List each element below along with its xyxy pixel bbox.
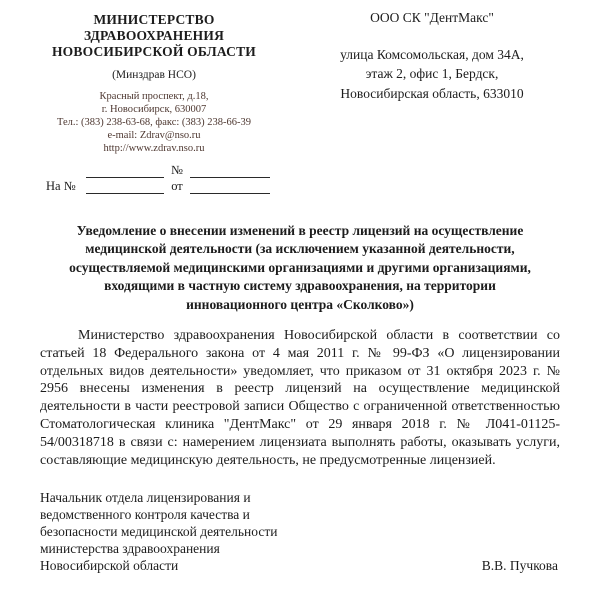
outgoing-date-blank — [86, 163, 164, 178]
recipient-address-line-3: Новосибирская область, 633010 — [340, 85, 524, 101]
sender-contact — [28, 90, 280, 155]
recipient-address — [292, 45, 572, 104]
incoming-number-blank — [86, 179, 164, 194]
sender-name — [28, 12, 280, 60]
recipient-address-line-1: улица Комсомольская, дом 34А, — [340, 46, 524, 62]
incoming-ref-row — [46, 178, 280, 194]
letter-body-paragraph: Министерство здравоохранения Новосибирской области в соответствии со статьей 18 Федерального закона от 4 мая 2011 г. № 99-ФЗ «О лицензировании отдельных видов деятельности» уведомляет, что приказом от 31 октября 2023 г. № 2956 внесены изменения в реестр лицензий на осуществление медицинской деятельности в части реестровой записи Общество с ограниченной ответственностью Стоматологическая клиника "ДентМакс" от 29 января 2018 г. № Л041-01125-54/00318718 в связи с: намерением лицензиата выполнять работы, оказывать услуги, составляющие медицинскую деятельность, не предусмотренные лицензией. — [40, 328, 560, 468]
sender-phone-fax: Тел.: (383) 238-63-68, факс: (383) 238-66-39 — [56, 117, 252, 128]
letter-title — [28, 222, 572, 314]
letter-title-line-5: инновационного центра «Сколково») — [186, 296, 414, 312]
signer-position-line-5: Новосибирской области — [40, 558, 179, 574]
outgoing-ref-spacer — [46, 163, 86, 178]
sender-street-address: Красный проспект, д.18, — [99, 91, 209, 102]
recipient-name: ООО СК "ДентМакс" — [370, 10, 494, 25]
sender-city-postcode: г. Новосибирск, 630007 — [101, 104, 207, 115]
sender-name-line-3: НОВОСИБИРСКОЙ ОБЛАСТИ — [51, 44, 257, 59]
recipient-block — [292, 8, 572, 103]
signature-block — [40, 489, 558, 574]
sender-name-line-1: МИНИСТЕРСТВО — [93, 12, 215, 27]
sender-website: http://www.zdrav.nso.ru — [103, 143, 205, 154]
letter-title-line-2: медицинской деятельности (за исключением указанной деятельности, — [85, 241, 515, 257]
sender-block — [28, 8, 280, 194]
sender-email: e-mail: Zdrav@nso.ru — [107, 130, 201, 141]
letter-title-line-1: Уведомление о внесении изменений в реестр лицензий на осуществление — [76, 223, 524, 238]
signer-position-line-2: ведомственного контроля качества и — [40, 507, 250, 523]
outgoing-number-blank — [190, 163, 270, 178]
signer-name: В.В. Пучкова — [481, 558, 558, 574]
sender-short-name: (Минздрав НСО) — [112, 69, 196, 81]
signer-position-line-4: министерства здравоохранения — [40, 541, 220, 557]
recipient-address-line-2: этаж 2, офис 1, Бердск, — [365, 66, 499, 81]
letter-title-line-4: входящими в частную систему здравоохранения, на территории — [104, 278, 496, 294]
incoming-number-label: На № — [46, 179, 76, 193]
outgoing-ref-row — [46, 162, 280, 178]
signer-position-line-1: Начальник отдела лицензирования и — [40, 490, 251, 506]
incoming-from-label: от — [171, 179, 183, 193]
reference-fields — [46, 162, 280, 194]
outgoing-number-label: № — [171, 163, 183, 177]
incoming-date-blank — [190, 179, 270, 194]
letterhead — [28, 8, 572, 194]
sender-name-line-2: ЗДРАВООХРАНЕНИЯ — [83, 28, 225, 43]
signer-position — [40, 489, 277, 574]
signer-position-line-3: безопасности медицинской деятельности — [40, 524, 278, 540]
letter-title-line-3: осуществляемой медицинскими организациями и другими организациями, — [69, 259, 531, 275]
